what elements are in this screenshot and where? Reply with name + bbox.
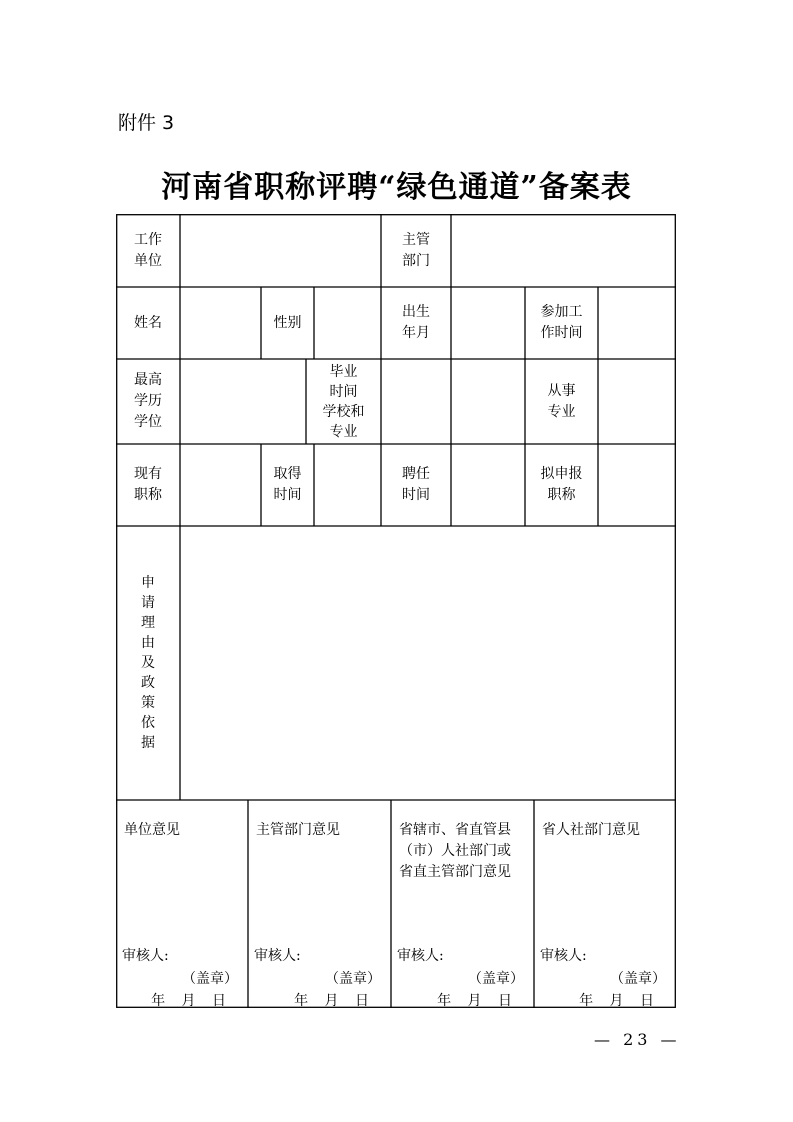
date-label: 年 月 日 [151,993,232,1009]
label-gender: 性别 [273,314,302,331]
seal-label: （盖章） [325,971,381,987]
label-apply-title: 拟申报 职称 [540,466,583,503]
label-dept: 主管 部门 [402,231,430,269]
label-work-unit: 工作 单位 [134,231,162,269]
field-hire-time[interactable] [451,444,525,526]
reviewer-label: 审核人: [397,948,444,964]
field-work-unit[interactable] [180,214,381,287]
seal-label: （盖章） [182,971,238,987]
page-number: — 23 — [594,1030,681,1049]
reviewer-label: 审核人: [540,948,587,964]
opinion-label: 省人社部门意见 [542,822,640,838]
opinion-label: 主管部门意见 [256,822,340,838]
field-reason[interactable] [180,526,676,800]
reviewer-label: 审核人: [254,948,301,964]
date-label: 年 月 日 [294,993,375,1009]
field-apply-title[interactable] [598,444,676,526]
label-reason: 申 请 理 由 及 政 策 依 据 [141,575,155,751]
label-name: 姓名 [134,314,162,331]
reviewer-label: 审核人: [122,948,169,964]
field-name[interactable] [180,287,261,359]
seal-label: （盖章） [468,971,524,987]
field-current-title[interactable] [180,444,261,526]
field-obtain-time[interactable] [314,444,381,526]
field-dept[interactable] [451,214,676,287]
opinion-province-hr[interactable] [534,800,676,1008]
opinion-unit[interactable] [116,800,248,1008]
field-work-start[interactable] [598,287,676,359]
field-degree[interactable] [180,359,306,444]
form-title: 河南省职称评聘“绿色通道”备案表 [161,170,632,205]
label-degree: 最高 学历 学位 [134,372,162,430]
label-major: 从事 专业 [547,382,576,420]
label-hire-time: 聘任 时间 [402,466,430,503]
seal-label: （盖章） [610,971,666,987]
field-graduation[interactable] [381,359,525,444]
opinion-city-hr[interactable] [391,800,534,1008]
field-birth[interactable] [451,287,525,359]
date-label: 年 月 日 [579,993,660,1009]
attachment-label: 附件 3 [118,112,175,134]
field-gender[interactable] [314,287,381,359]
opinion-label: 省辖市、省直管县 （市）人社部门或 省直主管部门意见 [399,822,511,880]
record-form-table [116,214,676,1008]
label-work-start: 参加工 作时间 [540,304,583,341]
label-current-title: 现有 职称 [134,466,162,503]
field-major[interactable] [598,359,676,444]
label-birth: 出生 年月 [402,304,430,341]
opinion-label: 单位意见 [124,822,180,838]
opinion-dept[interactable] [248,800,391,1008]
label-graduation: 毕业 时间 学校和 专业 [322,363,365,440]
label-obtain-time: 取得 时间 [273,466,302,503]
date-label: 年 月 日 [437,993,518,1009]
